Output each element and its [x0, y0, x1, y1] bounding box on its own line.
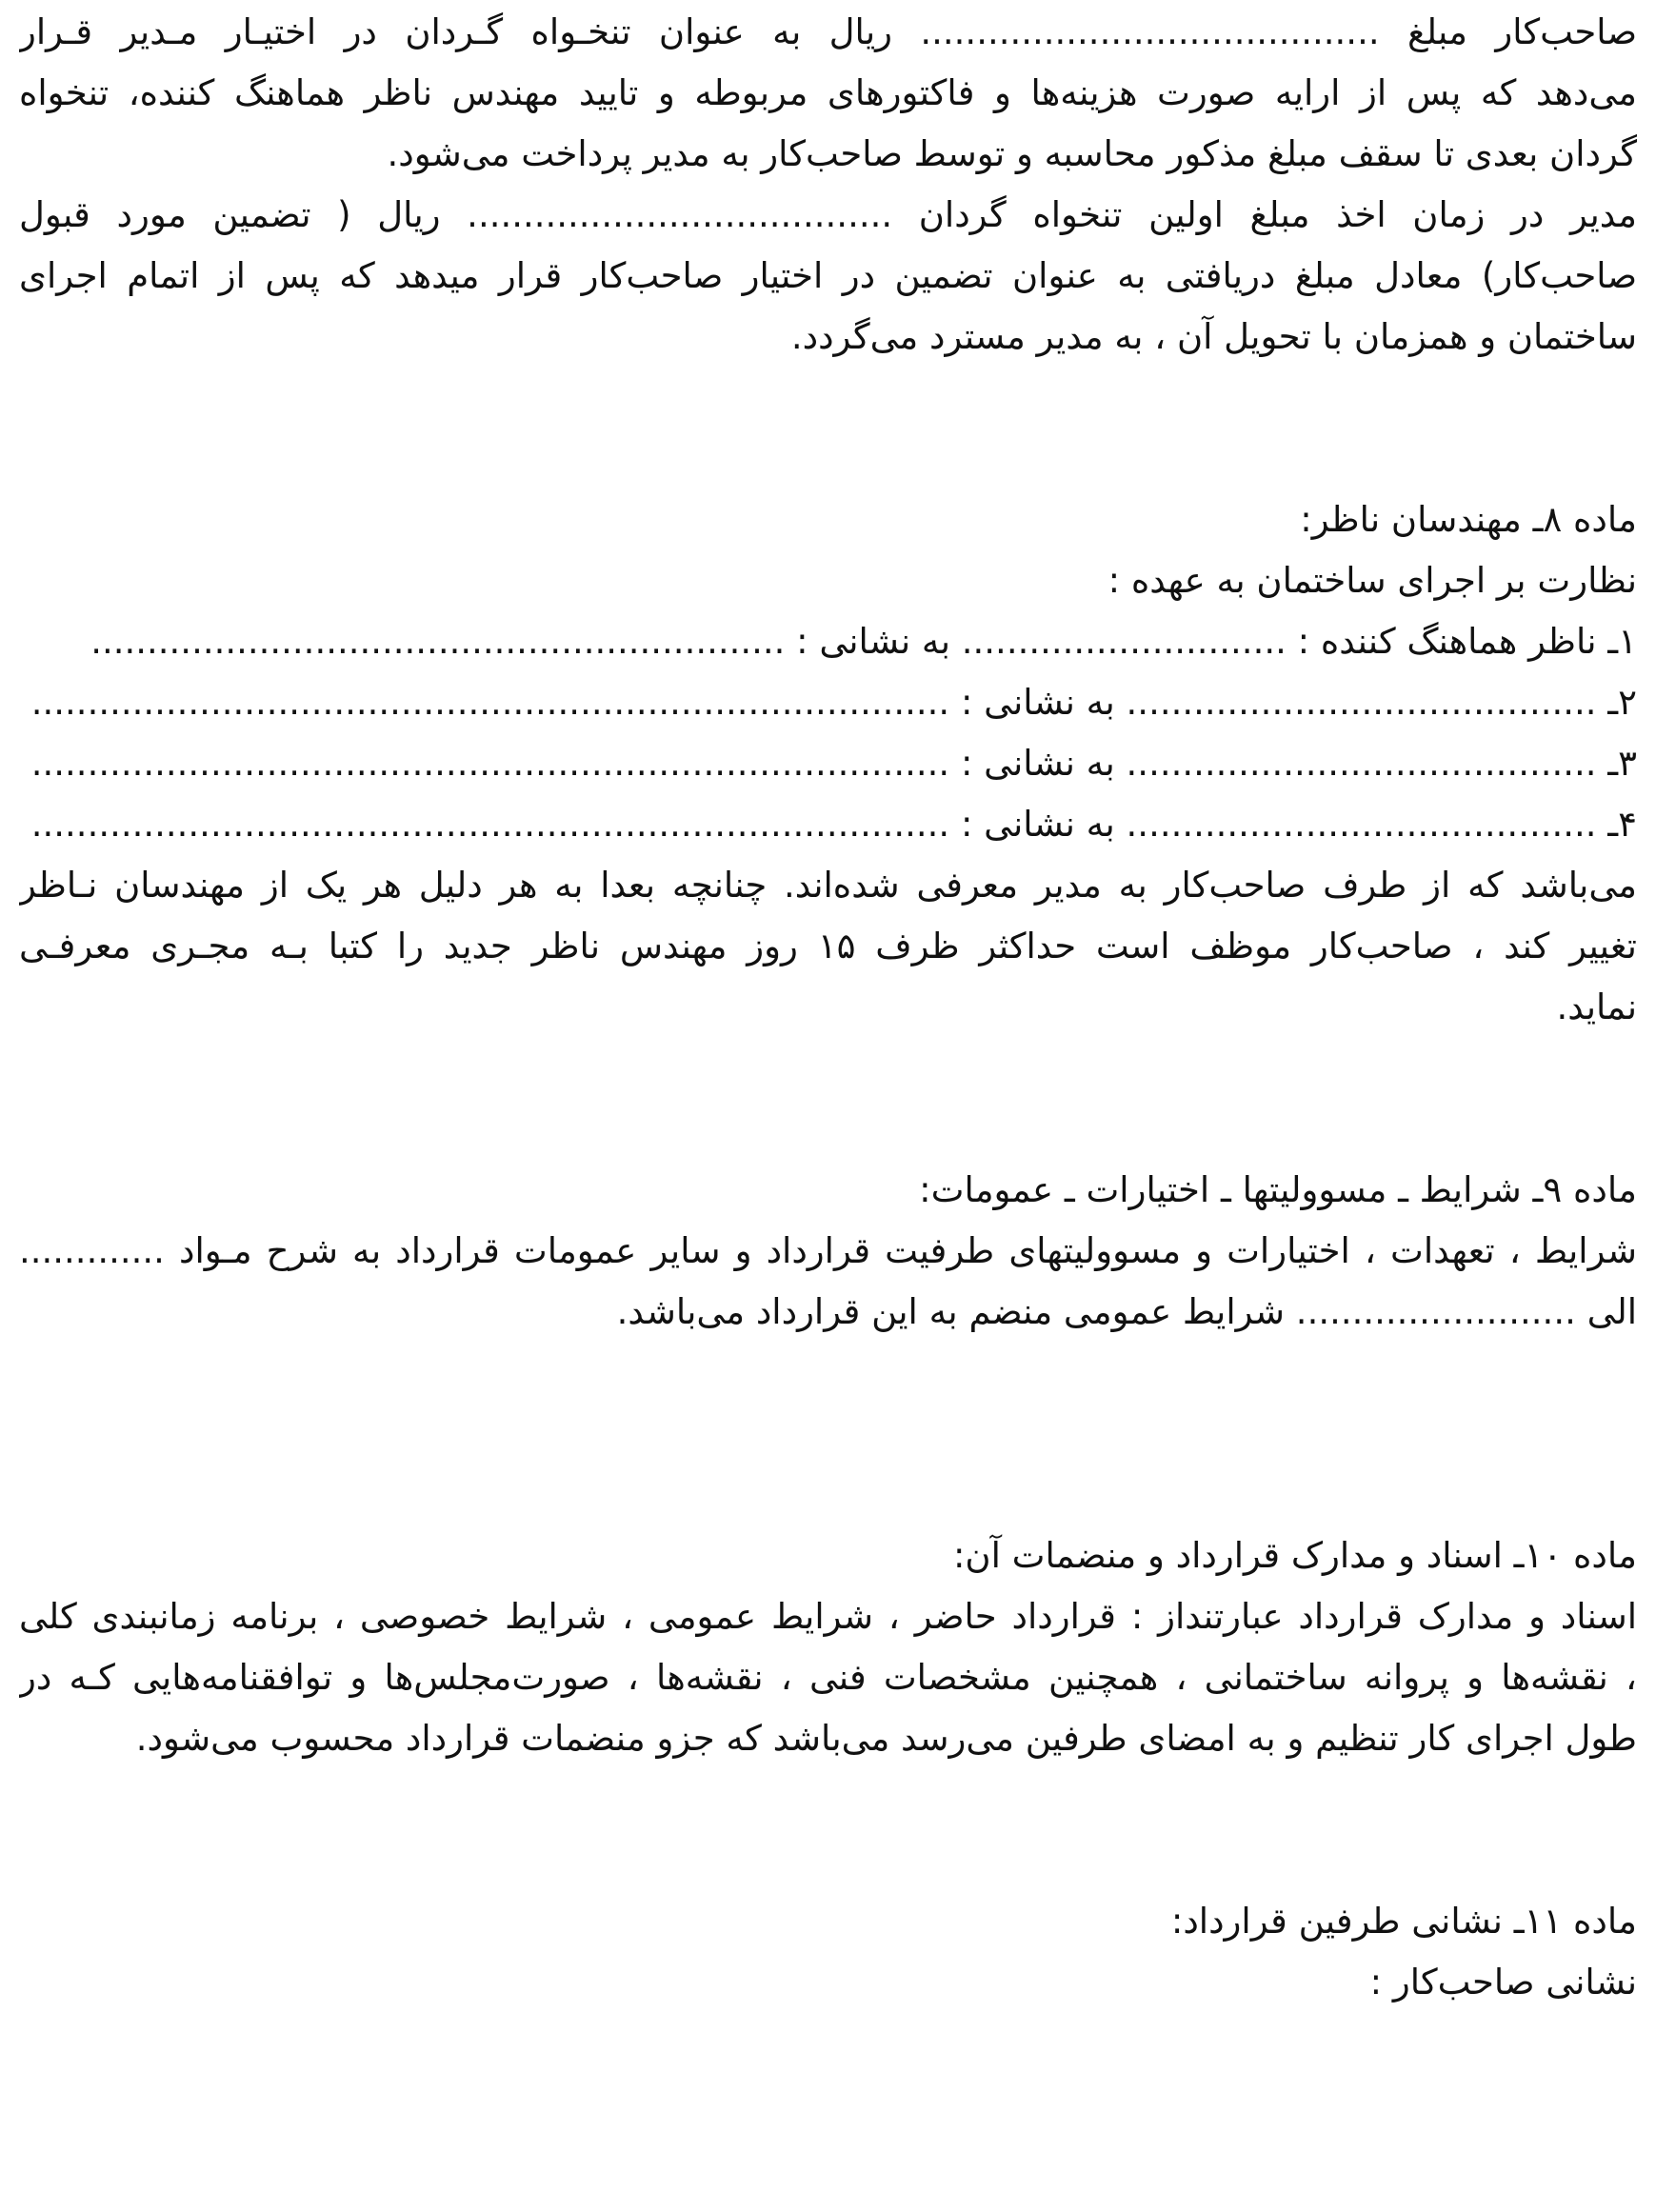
article-11-heading: ماده ۱۱ـ نشانی طرفین قرارداد:: [1170, 1901, 1637, 1942]
article-9-body-line-2: الی ......................... شرایط عمومی منضم به این قرارداد می‌باشد.: [616, 1291, 1637, 1332]
article-8-body-line-1: می‌باشد که از طرف صاحب‌کار به مدیر معرفی شده‌اند. چنانچه بعدا به هر دلیل هر یک از مهندسان نـاظر: [19, 865, 1637, 906]
tazmin-line-2: صاحب‌کار) معادل مبلغ دریافتی به عنوان تضمین در اختیار صاحب‌کار قرار میدهد که پس از اتمام اجرای: [19, 255, 1637, 296]
tankhah-line-1: صاحب‌کار مبلغ ......................................... ریال به عنوان تنخـواه گـردان در اختیـار مـدیر قـرار: [19, 11, 1637, 52]
article-8-heading: ماده ۸ـ مهندسان ناظر:: [1300, 499, 1637, 540]
article-10-body-line-2: ، نقشه‌ها و پروانه ساختمانی ، همچنین مشخصات فنی ، نقشه‌ها ، صورت‌مجلس‌ها و توافقنامه‌هایی کـه در: [19, 1657, 1637, 1698]
article-8-body-line-3: نماید.: [1556, 986, 1637, 1027]
article-8-item-4: ۴ـ .......................................... به نشانی : ..................................................................................: [30, 804, 1637, 845]
article-10-heading: ماده ۱۰ـ اسناد و مدارک قرارداد و منضمات آن:: [952, 1535, 1637, 1576]
article-9-heading: ماده ۹ـ شرایط ـ مسوولیتها ـ اختیارات ـ عمومات:: [919, 1169, 1637, 1210]
article-10-body-line-1: اسناد و مدارک قرارداد عبارتنداز : قرارداد حاضر ، شرایط عمومی ، شرایط خصوصی ، برنامه زمانبندی کلی: [19, 1596, 1637, 1637]
article-8-item-1: ۱ـ ناظر هماهنگ کننده : ............................. به نشانی : ..............................................................: [90, 621, 1637, 662]
article-10-body-line-3: طول اجرای کار تنظیم و به امضای طرفین می‌رسد می‌باشد که جزو منضمات قرارداد محسوب می‌شود.: [135, 1718, 1637, 1759]
owner-address-label: نشانی صاحب‌کار :: [1369, 1962, 1637, 2003]
tazmin-line-1: مدیر در زمان اخذ مبلغ اولین تنخواه گردان ...................................... ریال ( تضمین مورد قبول: [19, 194, 1637, 235]
tazmin-line-3: ساختمان و همزمان با تحویل آن ، به مدیر مسترد می‌گردد.: [790, 316, 1637, 357]
tankhah-line-3: گردان بعدی تا سقف مبلغ مذکور محاسبه و توسط صاحب‌کار به مدیر پرداخت می‌شود.: [387, 133, 1637, 174]
tankhah-line-2: می‌دهد که پس از ارایه صورت هزینه‌ها و فاکتورهای مربوطه و تایید مهندس ناظر هماهنگ کننده، تنخواه: [19, 72, 1637, 113]
article-8-body-line-2: تغییر کند ، صاحب‌کار موظف است حداکثر ظرف ۱۵ روز مهندس ناظر جدید را کتبا بـه مجـری معرفـی: [19, 926, 1637, 967]
article-8-item-3: ۳ـ .......................................... به نشانی : ..................................................................................: [30, 743, 1637, 784]
article-9-body-line-1: شرایط ، تعهدات ، اختیارات و مسوولیتهای طرفیت قرارداد و سایر عمومات قرارداد به شرح مـواد .............: [19, 1230, 1637, 1271]
article-8-intro: نظارت بر اجرای ساختمان به عهده :: [1107, 560, 1637, 601]
article-8-item-2: ۲ـ .......................................... به نشانی : ..................................................................................: [30, 682, 1637, 723]
